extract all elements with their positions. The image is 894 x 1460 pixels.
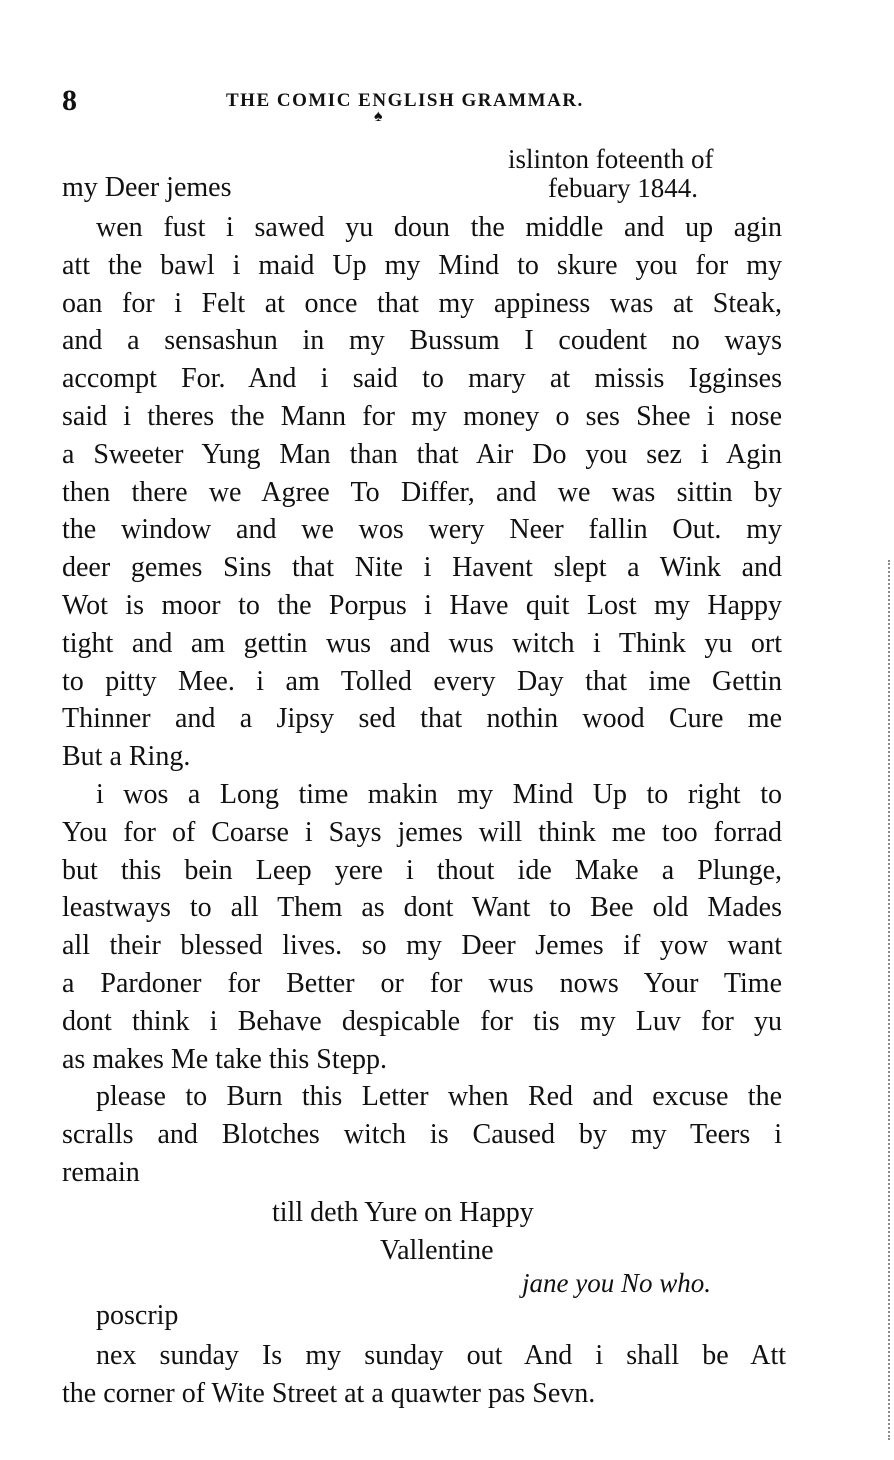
body-line: i wos a Long time makin my Mind Up to right to xyxy=(96,778,782,810)
body-line: the window and we wos wery Neer fallin Out. my xyxy=(62,514,782,546)
body-line: deer gemes Sins that Nite i Havent slept a Wink and xyxy=(62,552,782,584)
gutter-dotted-rule xyxy=(888,560,891,1440)
closing-line: Vallentine xyxy=(380,1235,494,1266)
body-line: oan for i Felt at once that my appiness was at Steak, xyxy=(62,287,782,319)
body-line: and a sensashun in my Bussum I coudent no ways xyxy=(62,325,782,357)
body-line: a Sweeter Yung Man than that Air Do you sez i Agin xyxy=(62,438,782,470)
ornament-mark: ♠ xyxy=(374,108,383,125)
body-line: tight and am gettin wus and wus witch i Think yu ort xyxy=(62,627,782,659)
body-line: to pitty Mee. i am Tolled every Day that ime Gettin xyxy=(62,665,782,697)
body-line: but this bein Leep yere i thout ide Make a Plunge, xyxy=(62,854,782,886)
postscript-line: nex sunday Is my sunday out And i shall be Att xyxy=(96,1340,786,1371)
body-line: all their blessed lives. so my Deer Jemes if yow want xyxy=(62,930,782,962)
body-line: as makes Me take this Stepp. xyxy=(62,1043,388,1075)
body-line: said i theres the Mann for my money o ses Shee i nose xyxy=(62,400,782,432)
body-line: a Pardoner for Better or for wus nows Your Time xyxy=(62,967,782,999)
body-line: wen fust i sawed yu doun the middle and up agin xyxy=(96,212,782,243)
postscript-line: the corner of Wite Street at a quawter pas Sevn. xyxy=(62,1377,596,1409)
body-line: Thinner and a Jipsy sed that nothin wood Cure me xyxy=(62,703,782,735)
body-line: remain xyxy=(62,1156,140,1188)
body-line: But a Ring. xyxy=(62,741,191,773)
page-number: 8 xyxy=(62,84,77,117)
postscript-body xyxy=(62,1337,786,1413)
body-line: then there we Agree To Differ, and we was sittin by xyxy=(62,476,782,508)
letter-salutation: my Deer jemes xyxy=(62,172,232,203)
letter-date: febuary 1844. xyxy=(548,173,698,203)
closing-line: till deth Yure on Happy xyxy=(272,1197,534,1228)
body-line: leastways to all Them as dont Want to Bee old Mades xyxy=(62,892,782,924)
running-title: THE COMIC ENGLISH GRAMMAR. xyxy=(226,90,584,111)
body-line: please to Burn this Letter when Red and excuse the xyxy=(96,1081,782,1113)
body-line: att the bawl i maid Up my Mind to skure you for my xyxy=(62,249,782,281)
body-line: accompt For. And i said to mary at missis Igginses xyxy=(62,363,782,395)
body-line: Wot is moor to the Porpus i Have quit Lost my Happy xyxy=(62,589,782,621)
body-line: dont think i Behave despicable for tis my Luv for yu xyxy=(62,1005,782,1037)
letter-place: islinton foteenth of xyxy=(508,144,714,174)
body-line: scralls and Blotches witch is Caused by my Teers i xyxy=(62,1119,782,1151)
letter-body xyxy=(62,209,782,1192)
body-line: You for of Coarse i Says jemes will think me too forrad xyxy=(62,816,782,848)
postscript-label: poscrip xyxy=(96,1300,179,1331)
signature: jane you No who. xyxy=(522,1268,711,1298)
